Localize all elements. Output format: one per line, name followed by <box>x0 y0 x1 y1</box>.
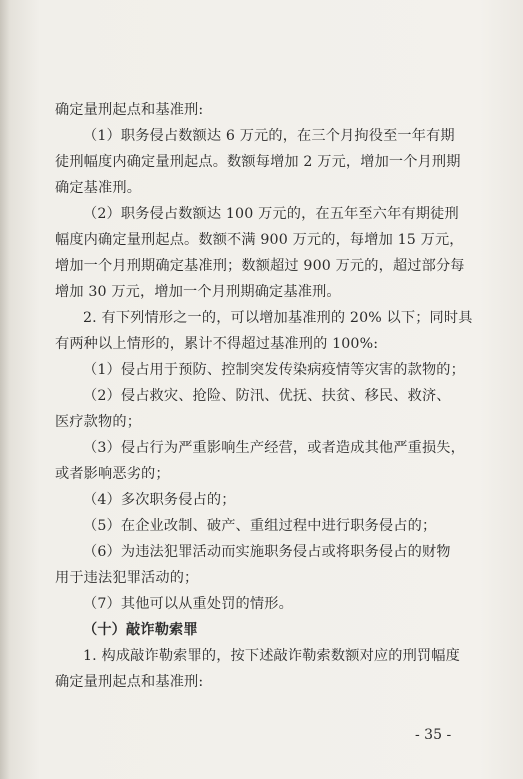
text-line: 2. 有下列情形之一的，可以增加基准刑的 20% 以下；同时具 <box>83 310 473 326</box>
text-line: 确定基准刑。 <box>55 180 142 196</box>
text-line: 徒刑幅度内确定量刑起点。数额每增加 2 万元，增加一个月刑期 <box>55 154 461 170</box>
text-line: （1）侵占用于预防、控制突发传染病疫情等灾害的款物的； <box>83 362 465 378</box>
text-line: （2）职务侵占数额达 100 万元的，在五年至六年有期徒刑 <box>83 206 459 222</box>
text-line: 确定量刑起点和基准刑: <box>55 102 204 118</box>
text-line: 用于违法犯罪活动的； <box>55 570 199 586</box>
text-line: 增加一个月刑期确定基准刑；数额超过 900 万元的，超过部分每 <box>55 258 465 274</box>
text-line: 1. 构成敲诈勒索罪的，按下述敲诈勒索数额对应的刑罚幅度 <box>83 648 460 664</box>
section-heading: （十）敲诈勒索罪 <box>83 622 198 638</box>
text-line: （3）侵占行为严重影响生产经营，或者造成其他严重损失， <box>83 440 465 456</box>
text-line: （6）为违法犯罪活动而实施职务侵占或将职务侵占的财物 <box>83 544 451 560</box>
text-line: 幅度内确定量刑起点。数额不满 900 万元的，每增加 15 万元， <box>55 232 464 248</box>
text-line: （2）侵占救灾、抢险、防汛、优抚、扶贫、移民、救济、 <box>83 388 451 404</box>
text-line: 增加 30 万元，增加一个月刑期确定基准刑。 <box>55 284 341 300</box>
text-line: （7）其他可以从重处罚的情形。 <box>83 596 293 612</box>
text-line: 医疗款物的； <box>55 414 142 430</box>
page-number: - 35 - <box>415 727 452 743</box>
text-line: 或者影响恶劣的； <box>55 466 170 482</box>
text-line: （5）在企业改制、破产、重组过程中进行职务侵占的； <box>83 518 437 534</box>
text-line: 确定量刑起点和基准刑: <box>55 674 204 690</box>
text-line: 有两种以上情形的，累计不得超过基准刑的 100%: <box>55 336 379 352</box>
page-body <box>55 100 473 698</box>
text-line: （1）职务侵占数额达 6 万元的，在三个月拘役至一年有期 <box>83 128 455 144</box>
text-line: （4）多次职务侵占的； <box>83 492 236 508</box>
